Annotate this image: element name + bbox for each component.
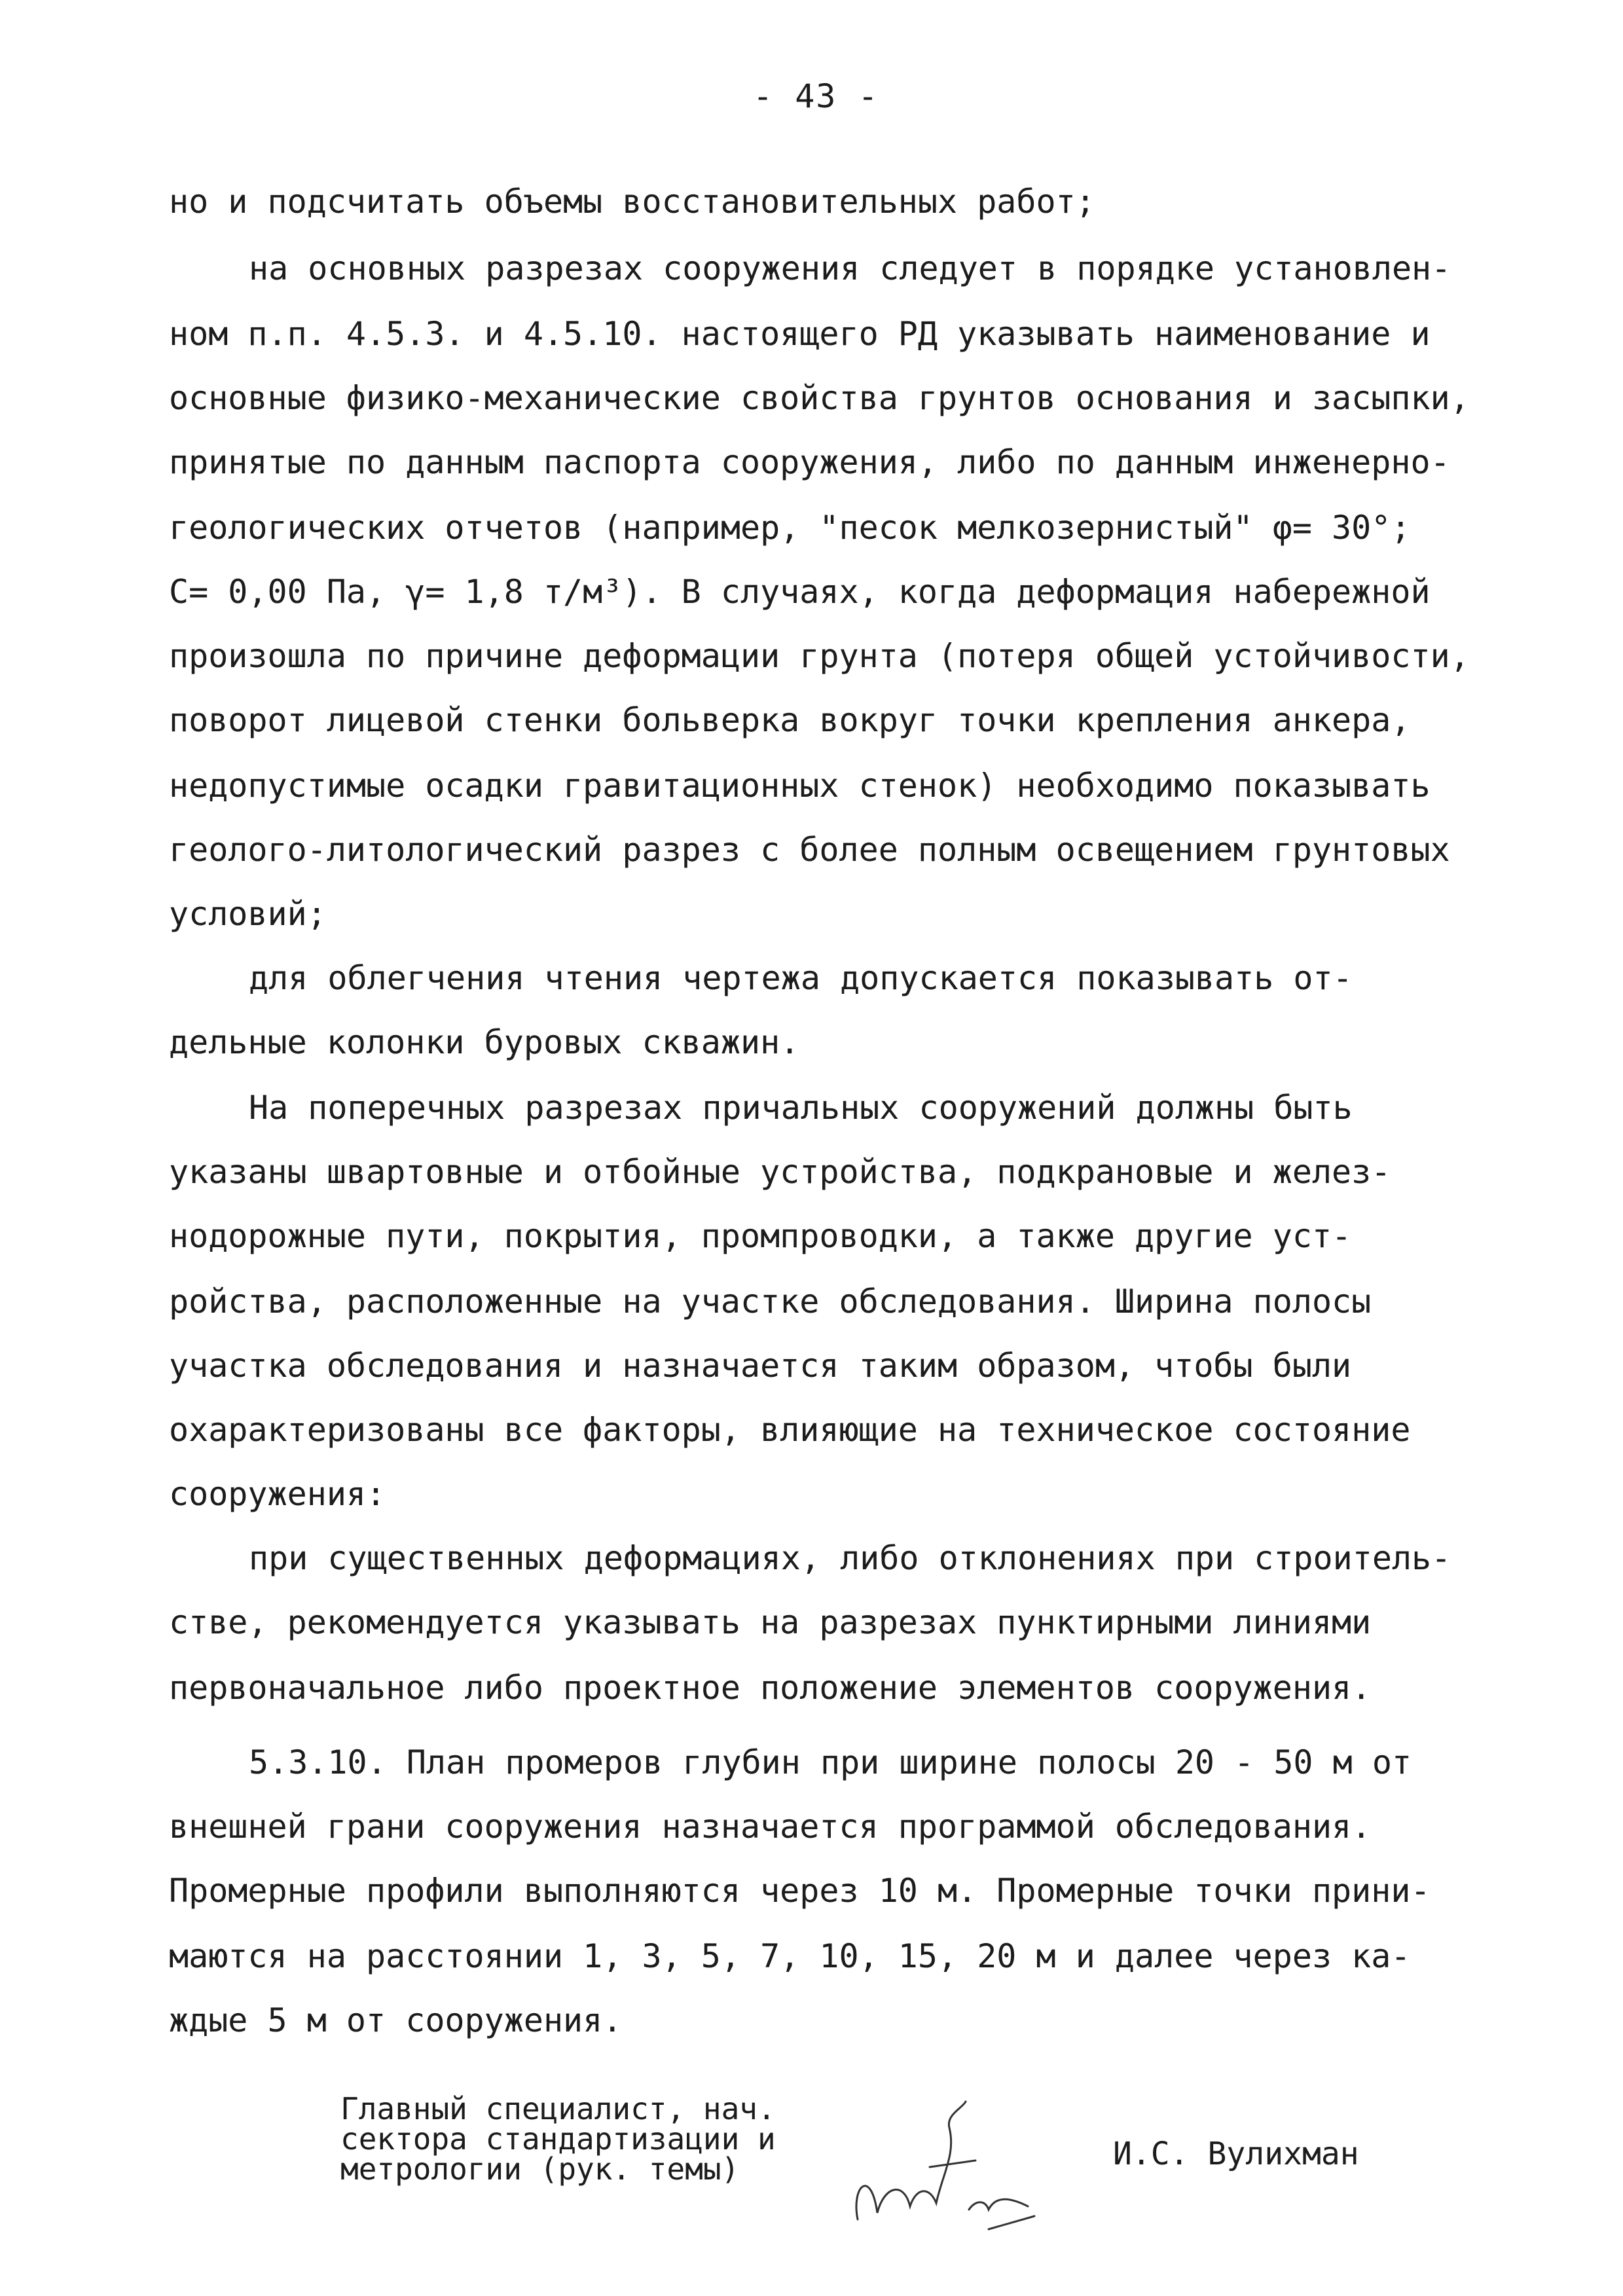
text-line: при существенных деформациях, либо отклонениях при строитель- <box>249 1539 1451 1577</box>
position-line: Главный специалист, нач. <box>340 2091 776 2126</box>
text-line: C= 0,00 Па, γ= 1,8 т/м³). В случаях, когда деформация набережной <box>169 573 1431 611</box>
text-line: охарактеризованы все факторы, влияющие на техническое состояние <box>169 1411 1411 1449</box>
text-line: для облегчения чтения чертежа допускается показывать от- <box>249 959 1353 997</box>
text-line: недопустимые осадки гравитационных стенок) необходимо показывать <box>169 767 1431 805</box>
text-line: дельные колонки буровых скважин. <box>169 1023 800 1061</box>
text-line: основные физико-механические свойства грунтов основания и засыпки, <box>169 379 1470 417</box>
text-line: На поперечных разрезах причальных сооружений должны быть <box>249 1089 1353 1127</box>
position-line: сектора стандартизации и <box>340 2121 776 2157</box>
text-line: участка обследования и назначается таким образом, чтобы были <box>169 1347 1352 1385</box>
text-line: сооружения: <box>169 1475 386 1513</box>
text-line: Промерные профили выполняются через 10 м. Промерные точки прини- <box>169 1872 1431 1910</box>
text-line: поворот лицевой стенки больверка вокруг точки крепления анкера, <box>169 701 1411 739</box>
text-line: геолого-литологический разрез с более полным освещением грунтовых <box>169 831 1450 869</box>
text-line: ждые 5 м от сооружения. <box>169 2001 623 2039</box>
text-line: нодорожные пути, покрытия, промпроводки, а также другие уст- <box>169 1217 1352 1255</box>
signatory-position <box>340 2091 776 2187</box>
text-line: 5.3.10. План промеров глубин при ширине полосы 20 - 50 м от <box>249 1743 1412 1781</box>
text-line: маются на расстоянии 1, 3, 5, 7, 10, 15, 20 м и далее через ка- <box>169 1937 1411 1975</box>
text-line: внешней грани сооружения назначается программой обследования. <box>169 1808 1372 1846</box>
text-line: геологических отчетов (например, "песок мелкозернистый" φ= 30°; <box>169 509 1411 547</box>
signatory-name: И.С. Вулихман <box>1113 2136 1359 2172</box>
handwritten-signature <box>831 2088 1067 2239</box>
text-line: ройства, расположенные на участке обследования. Ширина полосы <box>169 1283 1372 1321</box>
text-line: произошла по причине деформации грунта (потеря общей устойчивости, <box>169 637 1470 675</box>
text-line: первоначальное либо проектное положение элементов сооружения. <box>169 1669 1372 1707</box>
position-line: метрологии (рук. темы) <box>340 2151 740 2187</box>
text-line: указаны швартовные и отбойные устройства, подкрановые и желез- <box>169 1153 1391 1191</box>
text-line: принятые по данным паспорта сооружения, либо по данным инженерно- <box>169 443 1450 481</box>
text-line: условий; <box>169 895 327 933</box>
text-line: на основных разрезах сооружения следует в порядке установлен- <box>249 249 1451 287</box>
text-line: стве, рекомендуется указывать на разрезах пунктирными линиями <box>169 1603 1372 1641</box>
text-line: ном п.п. 4.5.3. и 4.5.10. настоящего РД указывать наименование и <box>169 315 1431 353</box>
page-number: - 43 - <box>753 77 879 115</box>
text-line: но и подсчитать объемы восстановительных работ; <box>169 183 1095 221</box>
